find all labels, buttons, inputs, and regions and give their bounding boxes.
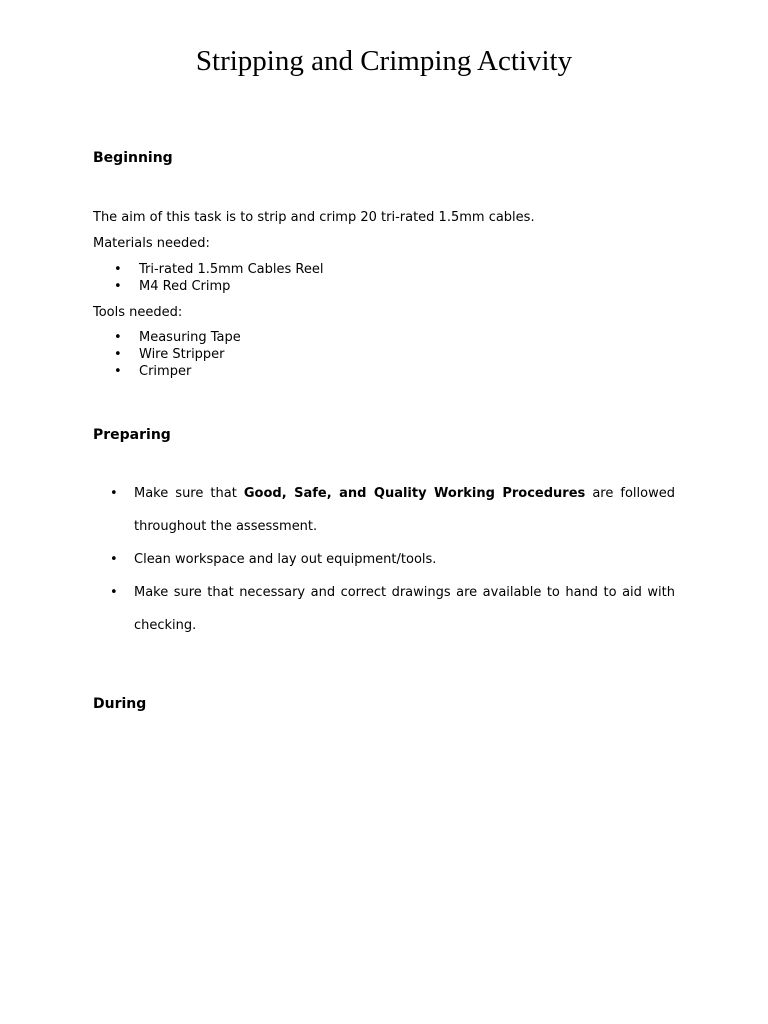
list-item-continuation: throughout the assessment.: [134, 519, 318, 534]
materials-label: Materials needed:: [93, 236, 210, 251]
section-heading-during: During: [93, 696, 147, 712]
list-item-continuation: checking.: [134, 618, 197, 633]
materials-list: [93, 261, 323, 295]
list-item: • M4 Red Crimp: [93, 278, 323, 295]
list-item: • Clean workspace and lay out equipment/tools.: [93, 543, 675, 576]
preparing-list: [93, 477, 675, 642]
section-heading-preparing: Preparing: [93, 427, 171, 443]
list-item: • Tri-rated 1.5mm Cables Reel: [93, 261, 323, 278]
tools-list: [93, 329, 241, 380]
list-item: [93, 477, 675, 543]
list-item: • Crimper: [93, 363, 241, 380]
emphasis-text: Good, Safe, and Quality Working Procedures: [243, 486, 586, 501]
list-item-text: are followed: [585, 486, 675, 501]
list-item: • Wire Stripper: [93, 346, 241, 363]
list-item-text: Make sure that: [134, 486, 244, 501]
aim-text: The aim of this task is to strip and crimp 20 tri-rated 1.5mm cables.: [93, 210, 535, 225]
list-item: [93, 576, 675, 642]
tools-label: Tools needed:: [93, 305, 183, 320]
list-item: • Measuring Tape: [93, 329, 241, 346]
list-item-first-line: • Make sure that necessary and correct drawings are available to hand to aid with: [134, 585, 675, 600]
document-title: Stripping and Crimping Activity: [195, 45, 573, 77]
list-item-first-line: [134, 477, 675, 510]
section-heading-beginning: Beginning: [93, 150, 173, 166]
